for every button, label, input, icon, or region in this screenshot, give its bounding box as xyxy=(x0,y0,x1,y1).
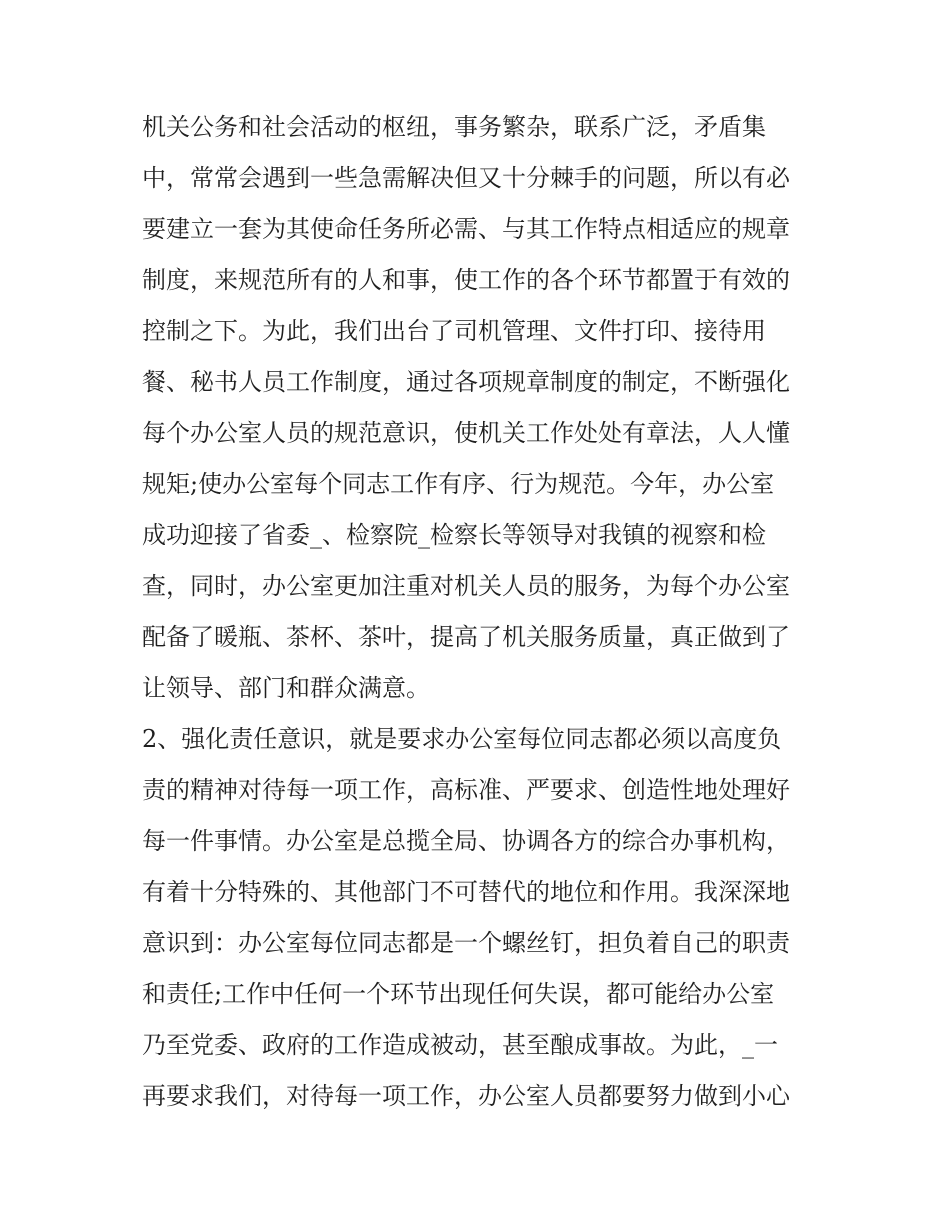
body-text xyxy=(142,102,822,1122)
text-line: 餐、秘书人员工作制度，通过各项规章制度的制定，不断强化 xyxy=(142,368,790,396)
text-line: 责的精神对待每一项工作，高标准、严要求、创造性地处理好 xyxy=(142,776,790,804)
text-line: 机关公务和社会活动的枢纽，事务繁杂，联系广泛，矛盾集 xyxy=(142,113,766,141)
text-line: 让领导、部门和群众满意。 xyxy=(142,674,430,702)
text-line: 控制之下。为此，我们出台了司机管理、文件打印、接待用 xyxy=(142,317,766,345)
text-line: 查，同时，办公室更加注重对机关人员的服务，为每个办公室 xyxy=(142,572,790,600)
text-line: 每一件事情。办公室是总揽全局、协调各方的综合办事机构， xyxy=(142,827,790,855)
text-line: 再要求我们，对待每一项工作，办公室人员都要努力做到小心 xyxy=(142,1082,790,1110)
text-line: 2、强化责任意识，就是要求办公室每位同志都必须以高度负 xyxy=(142,725,782,753)
text-line: 中，常常会遇到一些急需解决但又十分棘手的问题，所以有必 xyxy=(142,164,790,192)
text-line: 要建立一套为其使命任务所必需、与其工作特点相适应的规章 xyxy=(142,215,790,243)
text-line: 意识到：办公室每位同志都是一个螺丝钉，担负着自己的职责 xyxy=(142,929,790,957)
text-line: 有着十分特殊的、其他部门不可替代的地位和作用。我深深地 xyxy=(142,878,790,906)
text-line: 每个办公室人员的规范意识，使机关工作处处有章法，人人懂 xyxy=(142,419,790,447)
text-line: 和责任;工作中任何一个环节出现任何失误，都可能给办公室 xyxy=(142,980,775,1008)
text-line: 成功迎接了省委_、检察院_检察长等领导对我镇的视察和检 xyxy=(142,521,766,549)
text-line: 制度，来规范所有的人和事，使工作的各个环节都置于有效的 xyxy=(142,266,790,294)
text-line: 乃至党委、政府的工作造成被动，甚至酿成事故。为此，_一 xyxy=(142,1031,778,1059)
text-line: 配备了暖瓶、茶杯、茶叶，提高了机关服务质量，真正做到了 xyxy=(142,623,790,651)
text-line: 规矩;使办公室每个同志工作有序、行为规范。今年，办公室 xyxy=(142,470,775,498)
